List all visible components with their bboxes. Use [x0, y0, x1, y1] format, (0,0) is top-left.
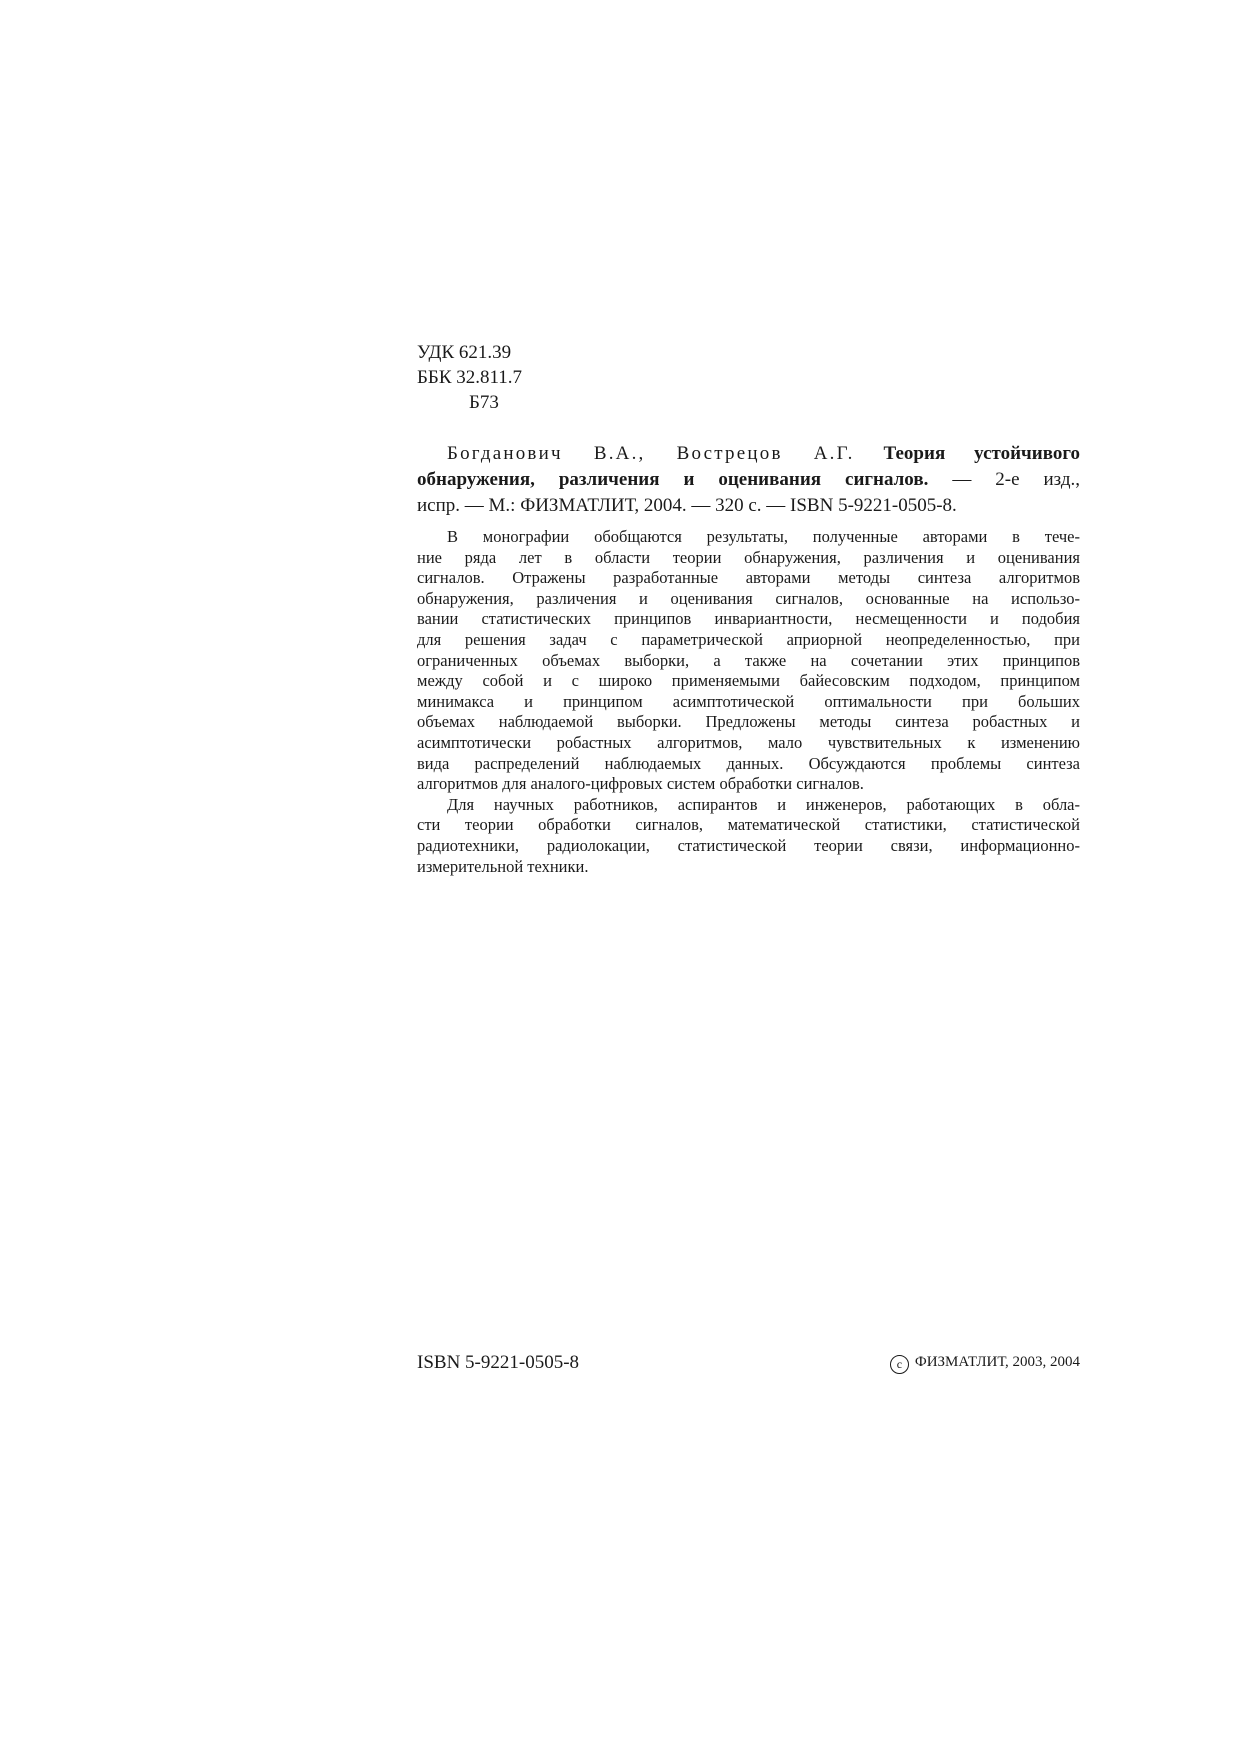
abstract-line: В монографии обобщаются результаты, полученные авторами в тече- — [447, 527, 1080, 546]
audience-line: сти теории обработки сигналов, математической статистики, статистической — [417, 815, 1080, 835]
audience-line: измерительной техники. — [417, 856, 589, 876]
abstract-line: вании статистических принципов инвариантности, несмещенности и подобия — [417, 609, 1080, 629]
audience-line: радиотехники, радиолокации, статистической теории связи, информационно- — [417, 835, 1080, 855]
abstract-line: объемах наблюдаемой выборки. Предложены методы синтеза робастных и — [417, 712, 1080, 732]
abstract-line: ограниченных объемах выборки, а также на сочетании этих принципов — [417, 650, 1080, 670]
bbk-code: ББК 32.811.7 — [417, 367, 523, 388]
copyright-icon: c — [890, 1355, 909, 1374]
citation-line-1 — [417, 441, 1080, 467]
citation-title-part-1: Теория устойчивого — [883, 443, 1080, 464]
abstract-line: ние ряда лет в области теории обнаружения, различения и оценивания — [417, 547, 1080, 567]
abstract — [417, 527, 1080, 877]
citation-authors: Богданович В.А., Вострецов А.Г. — [447, 443, 855, 464]
citation-edition: — 2-е изд., — [952, 469, 1080, 490]
abstract-line: вида распределений наблюдаемых данных. Обсуждаются проблемы синтеза — [417, 753, 1080, 773]
audience-line: Для научных работников, аспирантов и инженеров, работающих в обла- — [447, 794, 1080, 814]
udk-code: УДК 621.39 — [417, 342, 512, 363]
citation-publication: испр. — М.: ФИЗМАТЛИТ, 2004. — 320 с. — ISBN 5-9221-0505-8. — [417, 495, 957, 516]
abstract-line: для решения задач с параметрической априорной неопределенностью, при — [417, 629, 1080, 649]
citation-line-2 — [417, 467, 1080, 493]
library-classification-block — [417, 340, 522, 415]
abstract-line: минимакса и принципом асимптотической оптимальности при больших — [417, 691, 1080, 711]
abstract-line: сигналов. Отражены разработанные авторами методы синтеза алгоритмов — [417, 568, 1080, 588]
abstract-line: асимптотически робастных алгоритмов, мало чувствительных к изменению — [417, 732, 1080, 752]
footer-isbn: ISBN 5-9221-0505-8 — [417, 1352, 580, 1373]
citation-title-part-2: обнаружения, различения и оценивания сигналов. — [417, 469, 929, 490]
abstract-line: обнаружения, различения и оценивания сигналов, основанные на использо- — [417, 588, 1080, 608]
author-mark: Б73 — [469, 392, 499, 413]
abstract-line: между собой и с широко применяемыми байесовским подходом, принципом — [417, 671, 1080, 691]
abstract-line: алгоритмов для аналого-цифровых систем обработки сигналов. — [417, 774, 864, 794]
footer-copyright — [890, 1354, 1080, 1374]
bibliographic-citation — [417, 441, 1080, 519]
copyright-holder: ФИЗМАТЛИТ, 2003, 2004 — [914, 1354, 1080, 1370]
